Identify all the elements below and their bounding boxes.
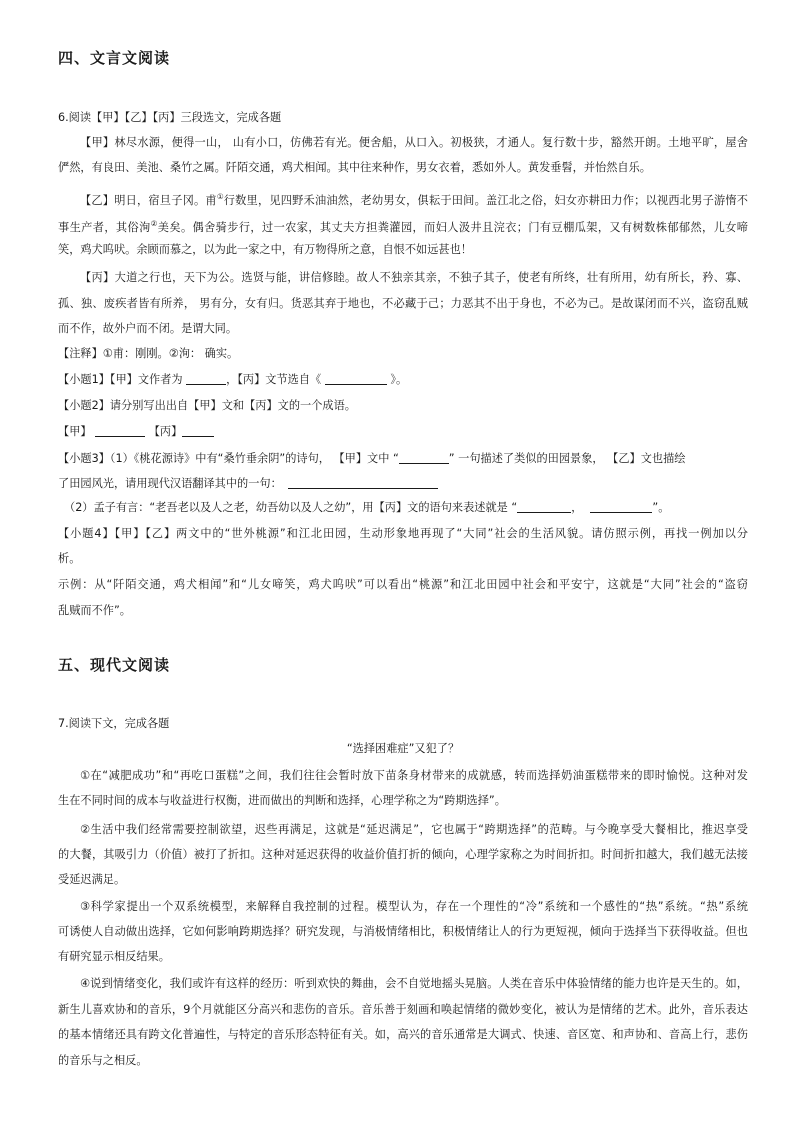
paragraph-2-line-3: 受延迟满足。 (58, 873, 126, 886)
answer-blank-sentence[interactable] (399, 451, 449, 464)
answer-blank-quote-1[interactable] (517, 500, 571, 513)
question-6-intro: 6.阅读【甲】【乙】【丙】三段选文，完成各题 (58, 111, 282, 124)
example-line-1: 示例：从“阡陌交通，鸡犬相闻”和“儿女啼笑，鸡犬呜吠”可以看出“桃源”和江北田园中社会和平安宁，这就是“大同”社会的“盗窃 (58, 578, 748, 591)
paragraph-2-line-2: 的大餐，其吸引力（价值）被打了折扣。这种对延迟获得的收益价值打折的倾向，心理学家称之为时间折扣。时间折扣越大，我们越无法接 (58, 848, 748, 861)
paragraph-3-line-2: 可诱使人自动做出选择，它如何影响跨期选择？研究发现，与消极情绪相比，积极情绪让人的行为更短视，倾向于选择当下获得收益。但也 (58, 925, 748, 938)
answer-blank-quote-2[interactable] (590, 500, 652, 513)
sub-question-1-text: 【小题1】【甲】文作者为 (58, 373, 187, 386)
example-line-2: 乱贼而不作”。 (58, 604, 131, 617)
sub-question-3-text: ”。 (652, 501, 670, 514)
passage-yi-text: 行数里，见四野禾油油然，老幼男女，俱耘于田间。盖江北之俗，妇女亦耕田力作；以视西北男子游惰不 (223, 194, 748, 207)
passage-bing-line-3: 而不作，故外户而不闭。是谓大同。 (58, 322, 238, 335)
paragraph-2-line-1: ②生活中我们经常需要控制欲望，迟些再满足，这就是“延迟满足”，它也属于“跨期选择”的范畴。与今晚享受大餐相比，推迟享受 (80, 823, 748, 836)
paragraph-1-line-2: 生在不同时间的成本与收益进行权衡，进而做出的判断和选择，心理学称之为“跨期选择”。 (58, 794, 506, 807)
passage-jia-line-1: 【甲】林尽水源，便得一山， 山有小口，仿佛若有光。便舍船，从口入。初极狭，才通人。复行数十步，豁然开朗。土地平旷，屋舍 (80, 136, 748, 149)
passage-yi-line-1 (80, 189, 748, 209)
article-title: “选择困难症”又犯了？ (346, 742, 460, 755)
sub-question-3-text: ， (571, 501, 583, 514)
section-heading-modern: 五、现代文阅读 (58, 656, 171, 674)
section-heading-classical: 四、文言文阅读 (58, 49, 171, 67)
answer-blank-author[interactable] (186, 372, 226, 385)
sub-question-3-text: 了田园风光，请用现代汉语翻译其中的一句： (58, 477, 282, 490)
sub-question-1-text: 》。 (386, 373, 408, 386)
sub-question-1 (58, 372, 748, 388)
passage-yi-text: 事生产者，其俗洵 (58, 221, 151, 234)
paragraph-4-line-3: 的基本情绪还具有跨文化普遍性，与特定的音乐形态特征有关。如，高兴的音乐通常是大调式、快速、音区宽、和声协和、音高上行，悲伤 (58, 1028, 748, 1041)
paragraph-3-line-3: 有研究显示相反结果。 (58, 950, 170, 963)
sub-question-3-text: ” 一句描述了类似的田园景象， 【乙】文也描绘 (448, 452, 686, 465)
passage-jia-line-2: 俨然，有良田、美池、桑竹之属。阡陌交通，鸡犬相闻。其中往来种作，男女衣着，悉如外人。黄发垂髫，并怡然自乐。 (58, 161, 651, 174)
annotation-note: 【注释】①甫：刚刚。②洵： 确实。 (58, 347, 239, 360)
footnote-marker-1: ① (216, 192, 224, 201)
sub-question-3-line-3 (64, 500, 732, 516)
answer-blank-source[interactable] (325, 372, 387, 385)
paragraph-4-line-1: ④说到情绪变化，我们或许有这样的经历：听到欢快的舞曲，会不自觉地摇头晃脑。人类在音乐中体验情绪的能力也许是天生的。如， (80, 977, 748, 990)
footnote-marker-2: ② (150, 219, 158, 228)
sub-question-3-text: （2）孟子有言：“老吾老以及人之老，幼吾幼以及人之幼”，用【丙】文的语句来表述就是 “ (64, 501, 518, 514)
passage-yi-text: 【乙】明日，宿旦子冈。甫 (80, 194, 217, 207)
sub-question-2: 【小题2】请分别写出出自【甲】文和【丙】文的一个成语。 (58, 399, 356, 412)
sub-question-1-text: ，【丙】文节选自《 (226, 373, 325, 386)
passage-bing-line-2: 孤、独、废疾者皆有所养， 男有分，女有归。货恶其弃于地也，不必藏于己；力恶其不出于身也，不必为己。是故谋闭而不兴，盗窃乱贼 (58, 297, 748, 310)
paragraph-4-line-2: 新生儿喜欢协和的音乐，9个月就能区分高兴和悲伤的音乐。音乐善于刻画和唤起情绪的微妙变化，被认为是情绪的艺术。此外，音乐表达 (58, 1003, 748, 1016)
answer-blank-idiom-jia[interactable] (95, 424, 145, 437)
paragraph-3-line-1: ③科学家提出一个双系统模型，来解释自我控制的过程。模型认为，存在一个理性的“冷”系统和一个感性的“热”系统。“热”系统 (80, 900, 748, 913)
sub-question-3-line-2 (58, 476, 748, 492)
answer-blank-translation[interactable] (288, 476, 438, 489)
answer-blank-idiom-bing[interactable] (182, 424, 214, 437)
question-7-intro: 7.阅读下文，完成各题 (58, 717, 170, 730)
paragraph-4-line-4: 的音乐与之相反。 (58, 1054, 148, 1067)
answer-label-bing: 【丙】 (148, 425, 183, 438)
passage-yi-text: 美矣。偶舍骑步行，过一农家，其丈夫方担粪灌园，而妇人汲井且浣衣；门有豆棚瓜架，又有树数株郁郁然，儿女啼 (157, 221, 748, 234)
passage-bing-line-1: 【丙】大道之行也，天下为公。选贤与能，讲信修睦。故人不独亲其亲，不独子其子，使老有所终，壮有所用，幼有所长，矜、寡、 (80, 271, 748, 284)
sub-question-4-line-1: 【小题4】【甲】【乙】两文中的“世外桃源”和江北田园，生动形象地再现了“大同”社会的生活风貌。请仿照示例，再找一例加以分 (58, 527, 748, 540)
passage-yi-line-3: 笑，鸡犬呜吠。余顾而慕之，以为此一家之中，有万物得所之意，自恨不如远甚也！ (58, 243, 472, 256)
sub-question-2-answers (58, 424, 748, 440)
answer-label-jia: 【甲】 (58, 425, 96, 438)
sub-question-3-line-1 (58, 451, 748, 467)
sub-question-3-text: 【小题3】（1）《桃花源诗》中有“桑竹垂余阴”的诗句， 【甲】文中 “ (58, 452, 399, 465)
passage-yi-line-2 (58, 216, 748, 236)
sub-question-4-line-2: 析。 (58, 552, 81, 565)
paragraph-1-line-1: ①在“减肥成功”和“再吃口蛋糕”之间，我们往往会暂时放下苗条身材带来的成就感，转而选择奶油蛋糕带来的即时愉悦。这种对发 (80, 769, 748, 782)
